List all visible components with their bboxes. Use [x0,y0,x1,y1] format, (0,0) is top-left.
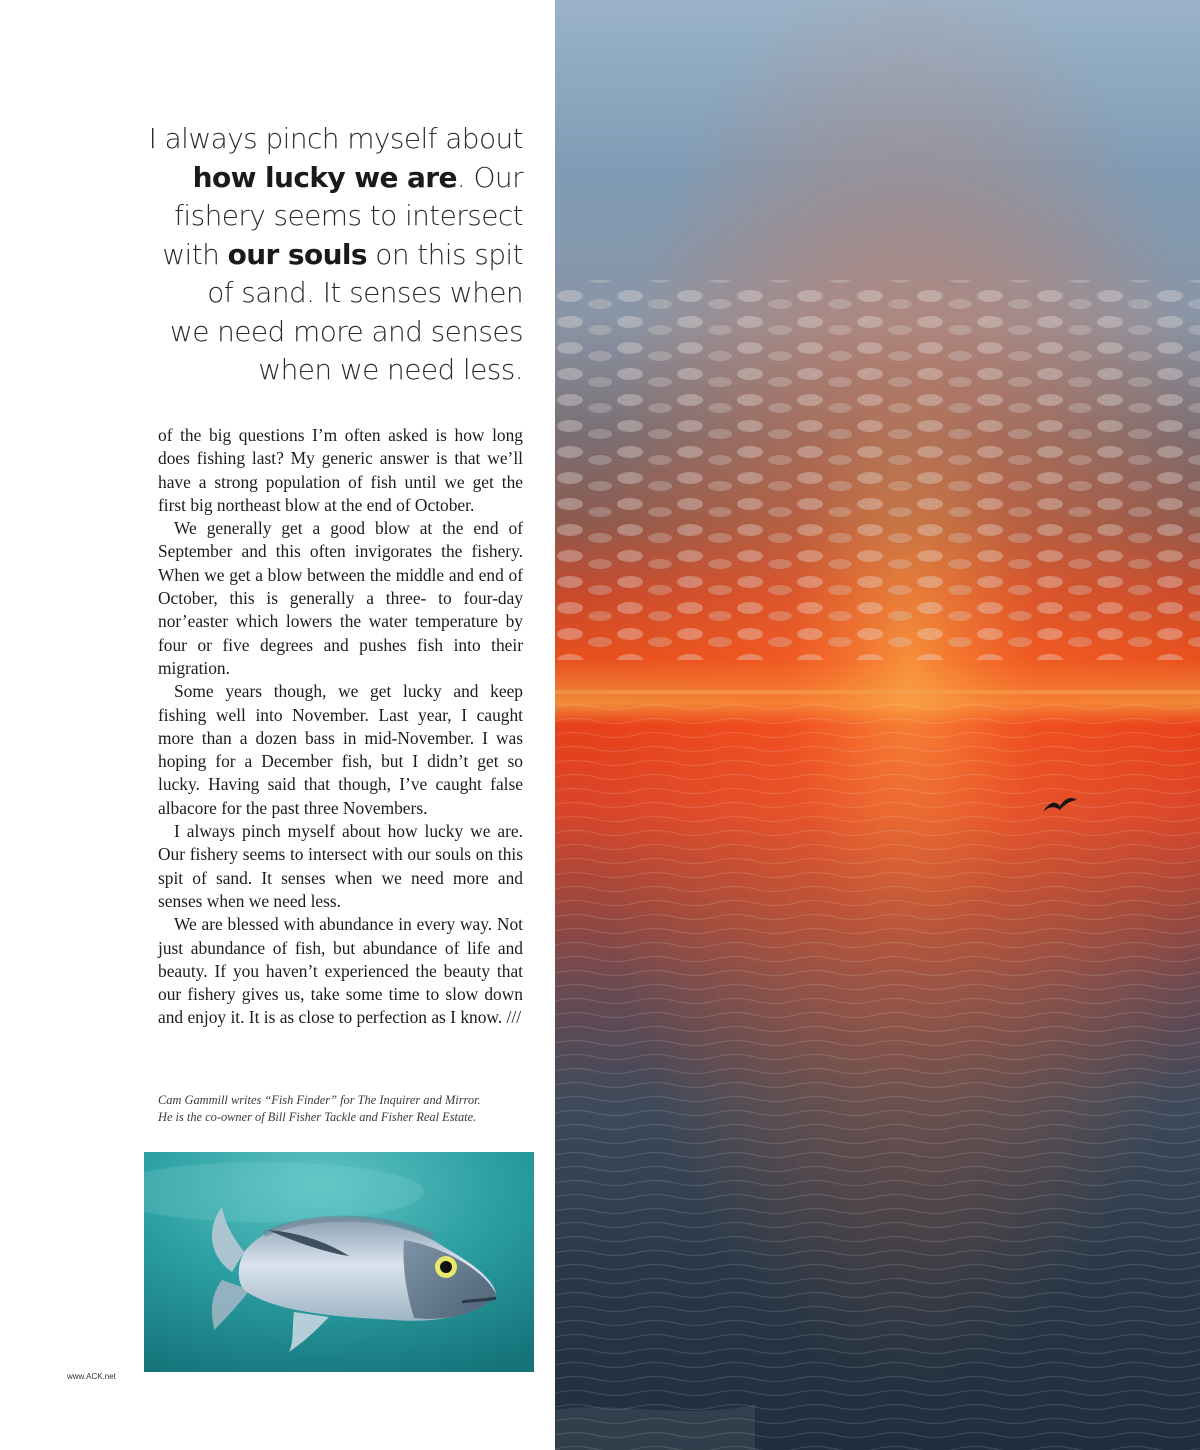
author-byline [158,1092,528,1126]
article-paragraph: I always pinch myself about how lucky we are. Our fishery seems to intersect with our souls on this spit of sand. It senses when we need more and senses when we need less. [158,821,523,911]
pull-quote-line [140,236,523,275]
byline-line: Cam Gammill writes “Fish Finder” for The Inquirer and Mirror. [158,1093,481,1107]
byline-line: He is the co-owner of Bill Fisher Tackle and Fisher Real Estate. [158,1110,477,1124]
article-paragraph: of the big questions I’m often asked is how long does fishing last? My generic answer is that we’ll have a strong population of fish until we get the first big northeast blow at the end of October. [158,425,523,515]
article-paragraph: We generally get a good blow at the end of September and this often invigorates the fishery. When we get a blow between the middle and end of October, this is generally a three- to four-day nor’easter which lowers the water temperature by four or five degrees and pushes fish into their migration. [158,518,523,678]
pull-quote-line: I always pinch myself about [148,122,523,155]
pull-quote-text: with [162,237,228,271]
pull-quote-line: we need more and senses [169,314,523,348]
left-page [0,0,555,1450]
pull-quote-text: . Our [456,160,523,194]
article-body [158,424,523,1030]
article-paragraph: We are blessed with abundance in every way. Not just abundance of fish, but abundance of life and beauty. If you haven’t experienced the beauty that our fishery gives us, take some time to slow down and enjoy it. It is as close to perfection as I know. /// [158,914,523,1028]
pull-quote-emphasis: our souls [227,237,367,271]
pull-quote-emphasis: how lucky we are [192,160,457,194]
pull-quote-line: fishery seems to intersect [174,199,523,232]
pull-quote-line [140,159,523,198]
bluefish-photo [144,1152,534,1372]
pull-quote-line: of sand. It senses when [207,276,523,309]
article-paragraph: Some years though, we get lucky and keep fishing well into November. Last year, I caught more than a dozen bass in mid-November. I was hoping for a December fish, but I didn’t get so lucky. Having said that though, I’ve caught false albacore for the past three Novembers. [158,681,523,818]
pull-quote [140,120,523,390]
footer-url: www.ACK.net [67,1372,116,1381]
pull-quote-text: on this spit [367,237,523,271]
sunset-ocean-photo [555,0,1200,1450]
pull-quote-line: when we need less. [258,353,523,386]
